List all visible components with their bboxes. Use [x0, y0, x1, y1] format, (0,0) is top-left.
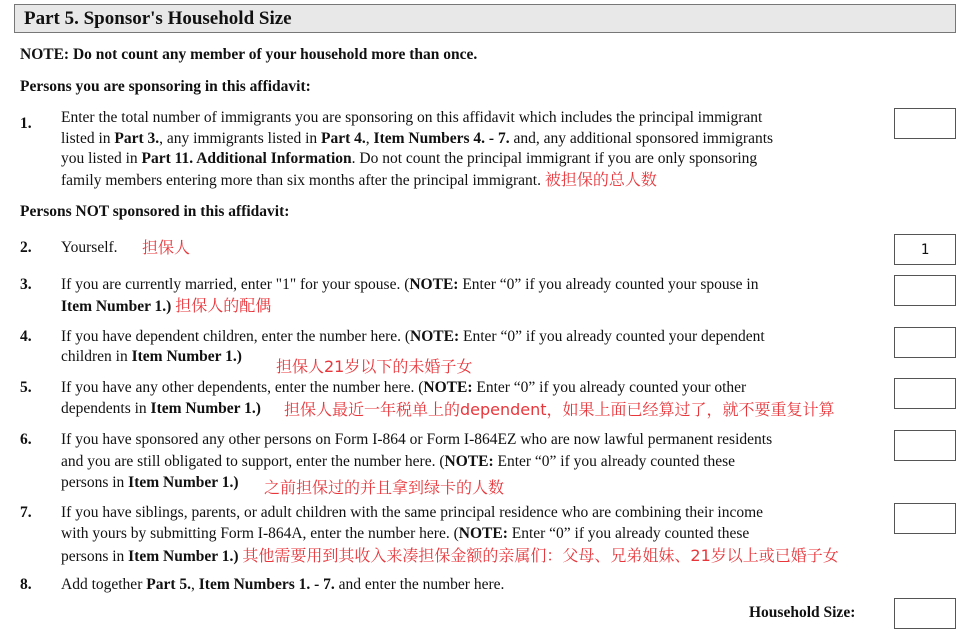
item-number-6: 6. [20, 431, 32, 448]
item-3-line-1: If you are currently married, enter "1" for your spouse. (NOTE: Enter “0” if you already counted your spouse in [61, 276, 759, 293]
item-7-line-2: with yours by submitting Form I-864A, enter the number here. (NOTE: Enter “0” if you already counted these [61, 525, 750, 542]
item-1-line-4: family members entering more than six months after the principal immigrant. 被担保的总人数 [61, 170, 657, 189]
section-heading-not-sponsored: Persons NOT sponsored in this affidavit: [20, 203, 290, 220]
household-size-input[interactable] [894, 598, 956, 629]
annotation-item-6: 之前担保过的并且拿到绿卡的人数 [264, 478, 505, 497]
annotation-item-1: 被担保的总人数 [544, 170, 657, 189]
part-title: Part 5. Sponsor's Household Size [24, 8, 292, 29]
item-1-input[interactable] [894, 108, 956, 139]
item-2-line-1: Yourself. [61, 239, 118, 256]
annotation-item-7: 其他需要用到其收入来凑担保金额的亲属们：父母、兄弟姐妹、21岁以上或已婚子女 [242, 546, 839, 565]
item-7-input[interactable] [894, 503, 956, 534]
item-6-input[interactable] [894, 430, 956, 461]
household-size-label: Household Size: [749, 604, 856, 621]
item-6-line-3: persons in Item Number 1.) [61, 474, 239, 491]
annotation-item-3: 担保人的配偶 [175, 296, 272, 315]
item-number-1: 1. [20, 115, 32, 132]
item-4-line-2: children in Item Number 1.) [61, 348, 242, 365]
section-heading-sponsoring: Persons you are sponsoring in this affidavit: [20, 78, 311, 95]
annotation-item-2: 担保人 [142, 238, 191, 257]
item-2-input[interactable]: 1 [894, 234, 956, 265]
item-5-input[interactable] [894, 378, 956, 409]
item-number-8: 8. [20, 576, 32, 593]
item-3-input[interactable] [894, 275, 956, 306]
item-number-2: 2. [20, 239, 32, 256]
item-1-line-2: listed in Part 3., any immigrants listed in Part 4., Item Numbers 4. - 7. and, any additional sponsored immigrants [61, 130, 774, 147]
item-4-line-1: If you have dependent children, enter the number here. (NOTE: Enter “0” if you already counted your dependent [61, 328, 765, 345]
item-5-line-2: dependents in Item Number 1.) [61, 400, 261, 417]
item-5-line-1: If you have any other dependents, enter the number here. (NOTE: Enter “0” if you already counted your other [61, 379, 747, 396]
annotation-item-5: 担保人最近一年税单上的dependent，如果上面已经算过了，就不要重复计算 [284, 400, 835, 419]
item-number-4: 4. [20, 328, 32, 345]
item-7-line-1: If you have siblings, parents, or adult children with the same principal residence who are combining their income [61, 504, 764, 521]
item-1-line-3: you listed in Part 11. Additional Information. Do not count the principal immigrant if you are only sponsoring [61, 150, 758, 167]
note-text: NOTE: Do not count any member of your household more than once. [20, 46, 478, 63]
item-number-3: 3. [20, 276, 32, 293]
item-1-line-1: Enter the total number of immigrants you are sponsoring on this affidavit which includes the principal immigrant [61, 109, 763, 126]
part-header [14, 4, 956, 33]
item-6-line-2: and you are still obligated to support, enter the number here. (NOTE: Enter “0” if you already counted these [61, 453, 736, 470]
item-6-line-1: If you have sponsored any other persons on Form I-864 or Form I-864EZ who are now lawful permanent residents [61, 431, 773, 448]
item-number-5: 5. [20, 379, 32, 396]
item-4-input[interactable] [894, 327, 956, 358]
item-3-line-2: Item Number 1.) 担保人的配偶 [61, 296, 272, 315]
annotation-item-4: 担保人21岁以下的未婚子女 [276, 357, 473, 376]
item-number-7: 7. [20, 504, 32, 521]
item-7-line-3: persons in Item Number 1.) 其他需要用到其收入来凑担保金额的亲属们：父母、兄弟姐妹、21岁以上或已婚子女 [61, 546, 839, 565]
item-8-line-1: Add together Part 5., Item Numbers 1. - 7. and enter the number here. [61, 576, 505, 593]
